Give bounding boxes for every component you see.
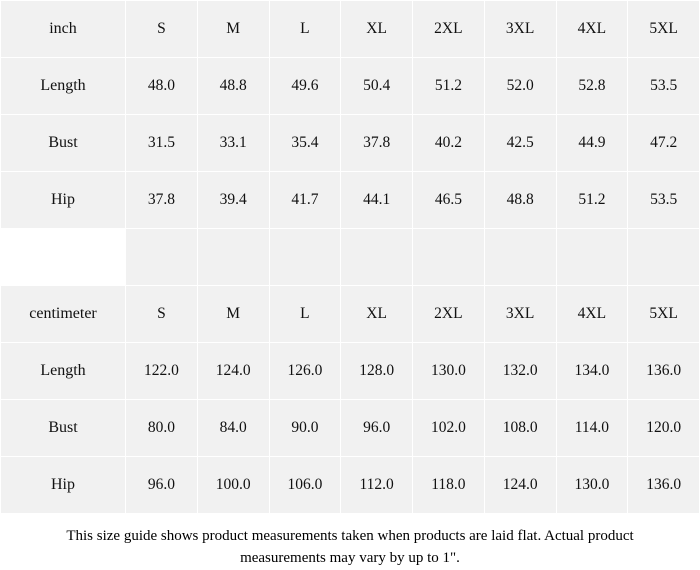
inch-header-4xl: 4XL — [556, 1, 628, 58]
inch-header-3xl: 3XL — [484, 1, 556, 58]
cm-header-m: M — [197, 286, 269, 343]
cm-header-s: S — [126, 286, 198, 343]
cm-header-4xl: 4XL — [556, 286, 628, 343]
size-guide-note: This size guide shows product measurements taken when products are laid flat. Actual product measurements may vary by up to 1". — [66, 528, 634, 566]
cell-hip-cm-m: 100.0 — [197, 457, 269, 514]
cell-hip-inch-5xl: 53.5 — [628, 172, 700, 229]
cell-length-cm-2xl: 130.0 — [413, 343, 485, 400]
row-label-length-cm: Length — [1, 343, 126, 400]
table-row — [1, 58, 700, 115]
cell-hip-inch-m: 39.4 — [197, 172, 269, 229]
spacer-cell — [341, 229, 413, 286]
cell-bust-cm-m: 84.0 — [197, 400, 269, 457]
cell-bust-inch-3xl: 42.5 — [484, 115, 556, 172]
cm-header-xl: XL — [341, 286, 413, 343]
cell-hip-cm-2xl: 118.0 — [413, 457, 485, 514]
inch-header-row — [1, 1, 700, 58]
cell-length-cm-m: 124.0 — [197, 343, 269, 400]
cell-hip-cm-3xl: 124.0 — [484, 457, 556, 514]
cell-bust-cm-l: 90.0 — [269, 400, 341, 457]
table-row — [1, 172, 700, 229]
cell-length-inch-5xl: 53.5 — [628, 58, 700, 115]
row-label-bust-cm: Bust — [1, 400, 126, 457]
inch-header-s: S — [126, 1, 198, 58]
cell-length-inch-3xl: 52.0 — [484, 58, 556, 115]
cell-length-cm-s: 122.0 — [126, 343, 198, 400]
row-label-hip-inch: Hip — [1, 172, 126, 229]
cell-hip-inch-3xl: 48.8 — [484, 172, 556, 229]
cell-hip-cm-xl: 112.0 — [341, 457, 413, 514]
cell-bust-inch-m: 33.1 — [197, 115, 269, 172]
cell-hip-cm-4xl: 130.0 — [556, 457, 628, 514]
table-row — [1, 400, 700, 457]
cell-bust-cm-4xl: 114.0 — [556, 400, 628, 457]
cm-header-3xl: 3XL — [484, 286, 556, 343]
cell-bust-cm-s: 80.0 — [126, 400, 198, 457]
cell-length-inch-xl: 50.4 — [341, 58, 413, 115]
inch-unit-header: inch — [1, 1, 126, 58]
cm-header-l: L — [269, 286, 341, 343]
inch-header-m: M — [197, 1, 269, 58]
cell-length-inch-4xl: 52.8 — [556, 58, 628, 115]
cell-bust-inch-l: 35.4 — [269, 115, 341, 172]
centimeter-header-row — [1, 286, 700, 343]
spacer-cell — [126, 229, 198, 286]
table-row — [1, 343, 700, 400]
cell-length-inch-l: 49.6 — [269, 58, 341, 115]
cell-bust-inch-4xl: 44.9 — [556, 115, 628, 172]
inch-header-xl: XL — [341, 1, 413, 58]
table-spacer-row — [1, 229, 700, 286]
inch-header-2xl: 2XL — [413, 1, 485, 58]
cell-hip-cm-s: 96.0 — [126, 457, 198, 514]
spacer-cell — [484, 229, 556, 286]
cell-bust-inch-xl: 37.8 — [341, 115, 413, 172]
cell-hip-cm-5xl: 136.0 — [628, 457, 700, 514]
cell-hip-inch-s: 37.8 — [126, 172, 198, 229]
cell-hip-inch-4xl: 51.2 — [556, 172, 628, 229]
cell-bust-inch-2xl: 40.2 — [413, 115, 485, 172]
spacer-cell — [197, 229, 269, 286]
cell-bust-cm-xl: 96.0 — [341, 400, 413, 457]
spacer-cell — [413, 229, 485, 286]
row-label-length-inch: Length — [1, 58, 126, 115]
cell-bust-inch-5xl: 47.2 — [628, 115, 700, 172]
spacer-cell — [269, 229, 341, 286]
size-chart-body — [1, 1, 700, 514]
cell-bust-cm-3xl: 108.0 — [484, 400, 556, 457]
cell-length-inch-2xl: 51.2 — [413, 58, 485, 115]
cell-bust-cm-2xl: 102.0 — [413, 400, 485, 457]
cm-header-2xl: 2XL — [413, 286, 485, 343]
spacer-cell-label — [1, 229, 126, 286]
cm-header-5xl: 5XL — [628, 286, 700, 343]
cell-length-cm-xl: 128.0 — [341, 343, 413, 400]
cell-length-inch-s: 48.0 — [126, 58, 198, 115]
cell-hip-inch-l: 41.7 — [269, 172, 341, 229]
cell-hip-inch-2xl: 46.5 — [413, 172, 485, 229]
spacer-cell — [556, 229, 628, 286]
cell-length-cm-4xl: 134.0 — [556, 343, 628, 400]
table-row — [1, 115, 700, 172]
cell-length-inch-m: 48.8 — [197, 58, 269, 115]
inch-header-5xl: 5XL — [628, 1, 700, 58]
cell-bust-cm-5xl: 120.0 — [628, 400, 700, 457]
cm-unit-header: centimeter — [1, 286, 126, 343]
cell-length-cm-l: 126.0 — [269, 343, 341, 400]
cell-length-cm-3xl: 132.0 — [484, 343, 556, 400]
row-label-hip-cm: Hip — [1, 457, 126, 514]
cell-hip-cm-l: 106.0 — [269, 457, 341, 514]
cell-length-cm-5xl: 136.0 — [628, 343, 700, 400]
inch-header-l: L — [269, 1, 341, 58]
cell-hip-inch-xl: 44.1 — [341, 172, 413, 229]
row-label-bust-inch: Bust — [1, 115, 126, 172]
spacer-cell — [628, 229, 700, 286]
cell-bust-inch-s: 31.5 — [126, 115, 198, 172]
table-row — [1, 457, 700, 514]
